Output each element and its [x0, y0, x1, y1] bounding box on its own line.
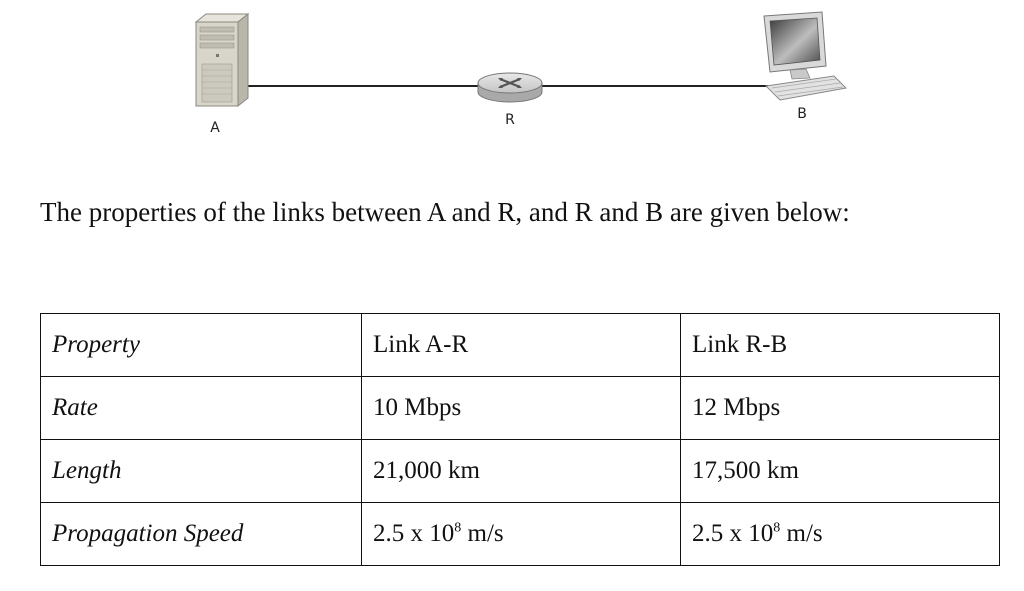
speed-ar-exponent: 8 [454, 520, 462, 536]
node-label-b: B [797, 106, 807, 122]
table-row [41, 377, 1000, 440]
row-label-rate: Rate [41, 377, 362, 440]
link-properties-table [40, 313, 1000, 566]
speed-rb-unit: m/s [780, 520, 823, 547]
table-header-row [41, 314, 1000, 377]
speed-ar-unit: m/s [461, 520, 504, 547]
speed-rb-exponent: 8 [773, 520, 781, 536]
node-label-r: R [505, 112, 515, 128]
header-link-ar: Link A-R [362, 314, 681, 377]
router-icon [478, 73, 542, 102]
length-link-rb: 17,500 km [681, 440, 1000, 503]
network-diagram [0, 0, 1024, 150]
desktop-computer-icon [764, 12, 846, 100]
server-tower-icon [196, 14, 248, 106]
header-link-rb: Link R-B [681, 314, 1000, 377]
length-link-ar: 21,000 km [362, 440, 681, 503]
speed-link-ar [362, 503, 681, 566]
row-label-propagation-speed: Propagation Speed [41, 503, 362, 566]
table-row [41, 503, 1000, 566]
rate-link-rb: 12 Mbps [681, 377, 1000, 440]
speed-rb-mantissa: 2.5 x 10 [692, 520, 774, 547]
intro-paragraph: The properties of the links between A and R, and R and B are given below: [40, 197, 850, 227]
speed-ar-mantissa: 2.5 x 10 [373, 520, 455, 547]
speed-link-rb [681, 503, 1000, 566]
table-row [41, 440, 1000, 503]
row-label-length: Length [41, 440, 362, 503]
header-property: Property [41, 314, 362, 377]
rate-link-ar: 10 Mbps [362, 377, 681, 440]
node-label-a: A [210, 120, 220, 136]
